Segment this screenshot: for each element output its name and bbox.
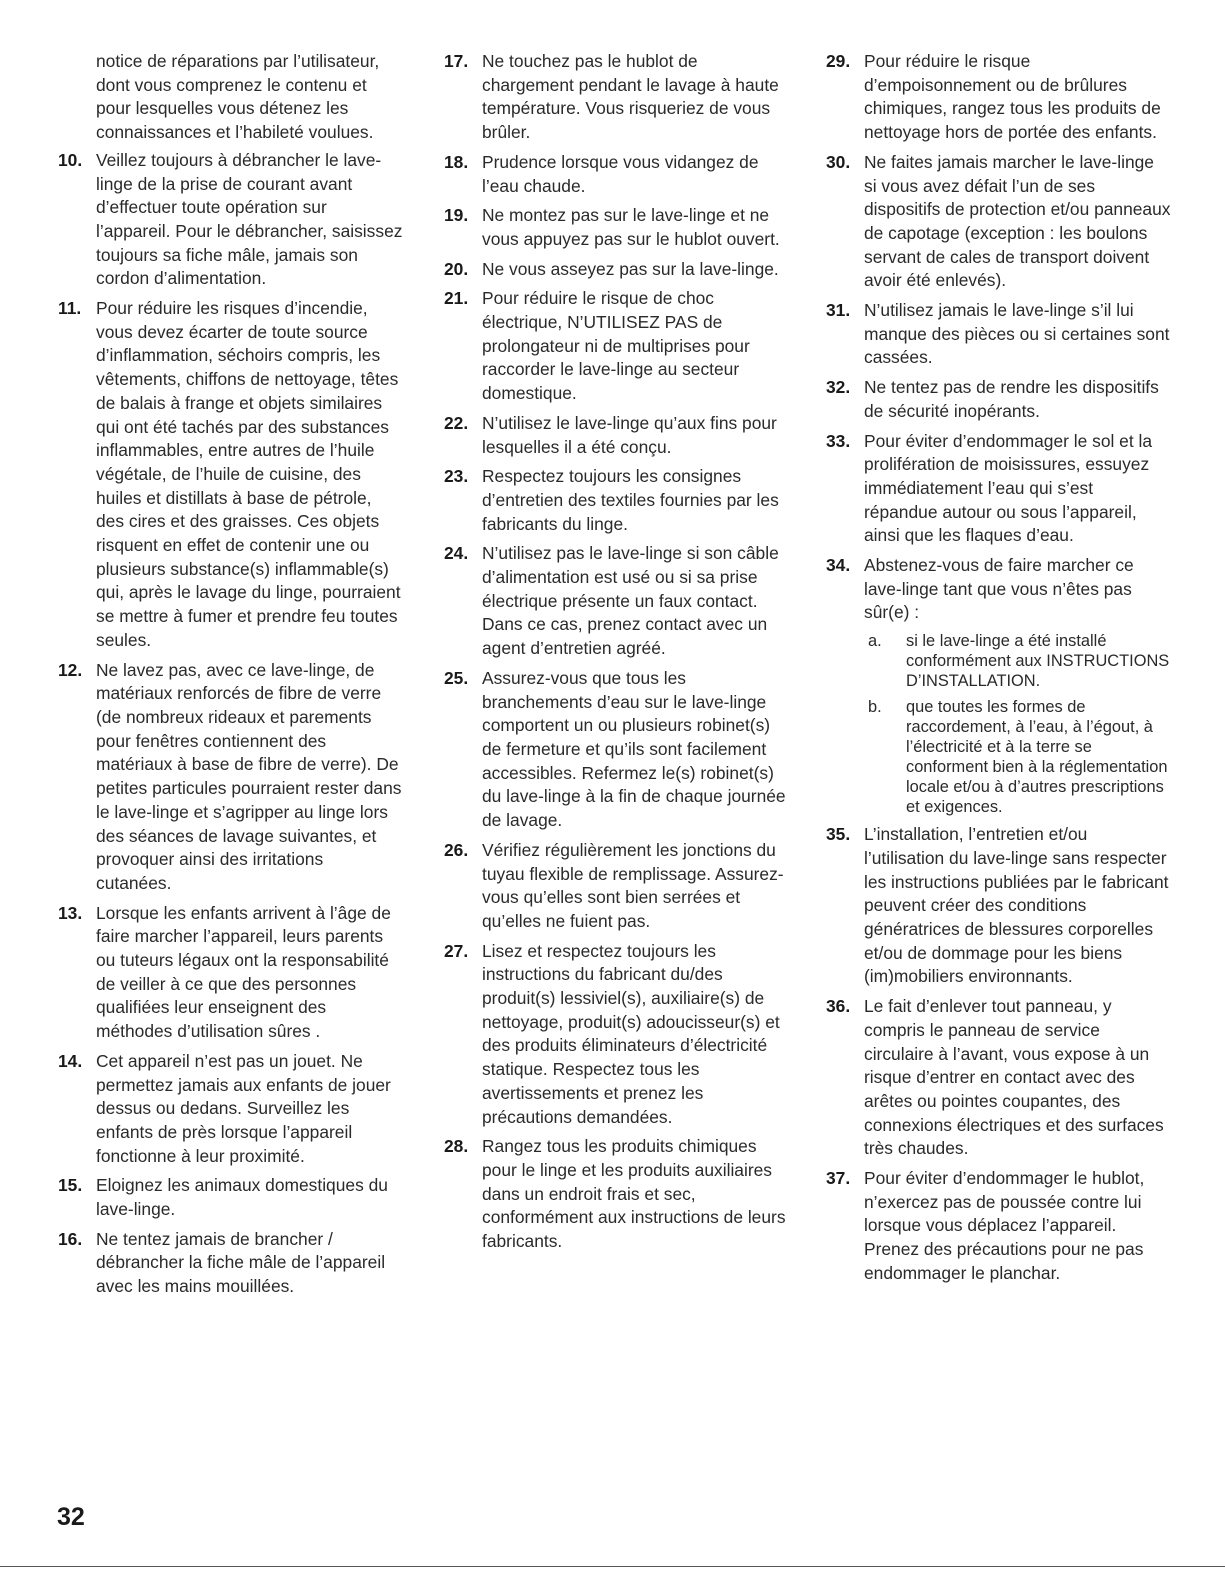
item-number: 14. [58,1050,83,1071]
item-number: 33. [826,430,851,451]
list-item [826,430,1171,549]
item-number: 22. [444,412,469,433]
item-text: Pour réduire le risque d’empoisonnement ou de brûlures chimiques, rangez tous les produits de nettoyage hors de portée des enfants. [864,51,1161,143]
item-text: Ne vous asseyez pas sur la lave-linge. [482,258,779,279]
list-item [444,940,789,1130]
list-item [444,412,789,459]
list-item [444,839,789,934]
list-item [826,299,1171,370]
item-number: 20. [444,258,469,279]
sub-item [864,697,1171,817]
column-2 [444,50,789,1260]
list-item [444,151,789,198]
continuation-text: notice de réparations par l’utilisateur, dont vous comprenez le contenu et pour lesquelles vous détenez les connaissances et l’habileté voulues. [96,51,380,143]
item-text: Respectez toujours les consignes d’entretien des textiles fournies par les fabricants du linge. [482,466,779,534]
list-item [444,204,789,251]
list-item [58,297,403,653]
item-number: 24. [444,543,469,564]
page-number: 32 [57,1503,85,1531]
list-item [444,465,789,536]
item-text: Abstenez-vous de faire marcher ce lave-linge tant que vous n’êtes pas sûr(e) : [864,555,1134,623]
column-3 [826,50,1171,1292]
item-number: 37. [826,1168,851,1189]
item-text: N’utilisez le lave-linge qu’aux fins pour lesquelles il a été conçu. [482,412,777,457]
item-text: Prudence lorsque vous vidangez de l’eau chaude. [482,151,759,196]
item-text: Ne lavez pas, avec ce lave-linge, de matériaux renforcés de fibre de verre (de nombreux rideaux et parements pour fenêtres contiennent des matériaux à base de fibre de verre). De petites particules pourraient rester dans le lave-linge et s’agripper au linge lors des séances de lavage suivantes, et provoquer ainsi des irritations cutanées. [96,659,402,893]
item-text: N’utilisez jamais le lave-linge s’il lui manque des pièces ou si certaines sont cassées. [864,300,1170,368]
item-number: 31. [826,300,851,321]
item-number: 21. [444,288,469,309]
item-text: N’utilisez pas le lave-linge si son câble d’alimentation est usé ou si sa prise électrique présente un faux contact. Dans ce cas, prenez contact avec un agent d’entretien agréé. [482,543,779,659]
list-item [826,995,1171,1161]
list-item [58,659,403,896]
list-item [826,50,1171,145]
item-number: 15. [58,1175,83,1196]
item-text: Ne tentez jamais de brancher / débrancher la fiche mâle de l’appareil avec les mains mouillées. [96,1228,386,1297]
item-text: Rangez tous les produits chimiques pour le linge et les produits auxiliaires dans un endroit frais et sec, conformément aux instructions de leurs fabricants. [482,1136,786,1252]
list-item [444,542,789,661]
sub-item [864,631,1171,691]
item-text: Le fait d’enlever tout panneau, y compris le panneau de service circulaire à l’avant, vous expose à un risque d’entrer en contact avec des arêtes ou pointes coupantes, des connexions électriques et des surfaces très chaudes. [864,996,1164,1159]
item-number: 30. [826,151,851,172]
list-item [444,258,789,282]
bottom-divider [0,1566,1225,1567]
item-text: Lorsque les enfants arrivent à l’âge de faire marcher l’appareil, leurs parents ou tuteurs légaux ont la responsabilité de veiller à ce que des personnes qualifiées leur enseignent des méthodes d’utilisation sûres . [96,902,391,1042]
list-item [444,1135,789,1254]
item-number: 25. [444,667,469,688]
list-item [58,902,403,1044]
list-item [58,1174,403,1221]
item-number: 32. [826,377,851,398]
item-text: Ne tentez pas de rendre les dispositifs de sécurité inopérants. [864,377,1159,421]
list-item [58,1228,403,1299]
item-number: 18. [444,151,469,172]
sub-item-letter: b. [868,698,882,717]
column-1 [58,50,403,1305]
item-number: 28. [444,1136,469,1157]
item-number: 13. [58,902,83,923]
item-text: Eloignez les animaux domestiques du lave-linge. [96,1175,388,1220]
item-number: 23. [444,466,469,487]
item-number: 10. [58,149,83,170]
list-item [444,50,789,145]
item-text: L’installation, l’entretien et/ou l’utilisation du lave-linge sans respecter les instructions publiées par le fabricant peuvent créer des conditions génératrices de blessures corporelles et/ou de dommage pour les biens (im)mobiliers environnants. [864,824,1169,987]
item-text: Veillez toujours à débrancher le lave-linge de la prise de courant avant d’effectuer toute opération sur l’appareil. Pour le débrancher, saisissez toujours sa fiche mâle, jamais son cordon d’alimentation. [96,149,403,289]
list-item [58,1050,403,1169]
item-text: Ne montez pas sur le lave-linge et ne vous appuyez pas sur le hublot ouvert. [482,205,780,249]
item-number: 36. [826,996,851,1017]
item-number: 11. [58,298,82,319]
item-text: Cet appareil n’est pas un jouet. Ne permettez jamais aux enfants de jouer dessus ou dedans. Surveillez les enfants de près lorsque l’appareil fonctionne à leur proximité. [96,1050,391,1166]
item-text: Lisez et respectez toujours les instructions du fabricant du/des produit(s) lessiviel(s), auxiliaire(s) de nettoyage, produit(s) adoucisseur(s) et des produits éliminateurs d’électricité statique. Respectez tous les avertissements et prenez les précautions demandées. [482,940,780,1127]
item-text: Ne faites jamais marcher le lave-linge si vous avez défait l’un de ses dispositifs de protection et/ou panneaux de capotage (exception : les boulons servant de cales de transport doivent avoir été enlevés). [864,151,1171,291]
item-number: 29. [826,51,851,71]
list-item [826,554,1171,817]
item-number: 19. [444,205,469,226]
item-number: 26. [444,839,469,860]
list-item [58,149,403,291]
item-text: Pour réduire les risques d’incendie, vous devez écarter de toute source d’inflammation, séchoirs compris, les vêtements, chiffons de nettoyage, têtes de balais à frange et objets similaires qui ont été tachés par des substances inflammables, entre autres de l’huile végétale, de l’huile de cuisine, des huiles et distillats à base de pétrole, des cires et des graisses. Ces objets risquent en effet de contenir une ou plusieurs substance(s) inflammable(s) qui, après le lavage du linge, pourraient se mettre à fumer et prendre feu toutes seules. [96,298,401,650]
list-item [444,287,789,406]
item-number: 27. [444,940,469,961]
item-text: Pour éviter d’endommager le hublot, n’exercez pas de poussée contre lui lorsque vous déplacez l’appareil. Prenez des précautions pour ne pas endommager le planchar. [864,1168,1145,1283]
sub-item-text: si le lave-linge a été installé conformément aux INSTRUCTIONS D’INSTALLATION. [906,632,1170,691]
item-number: 16. [58,1228,83,1249]
item-text: Assurez-vous que tous les branchements d’eau sur le lave-linge comportent un ou plusieurs robinet(s) de fermeture et qu’ils sont facilement accessibles. Refermez le(s) robinet(s) du lave-linge à la fin de chaque journée de lavage. [482,667,786,831]
item-text: Pour réduire le risque de choc électrique, N’UTILISEZ PAS de prolongateur ni de multiprises pour raccorder le lave-linge au secteur domestique. [482,288,750,404]
item-number: 34. [826,555,851,576]
item-text: Ne touchez pas le hublot de chargement pendant le lavage à haute température. Vous risqueriez de vous brûler. [482,51,779,143]
item-number: 17. [444,51,469,71]
list-item [826,823,1171,989]
item-number: 35. [826,824,851,845]
list-item [826,376,1171,423]
item-number: 12. [58,659,83,680]
sub-item-text: que toutes les formes de raccordement, à l’eau, à l’égout, à l’électricité et à la terre se conforment bien à la réglementation locale et/ou à d’autres prescriptions et exigences. [906,698,1168,817]
list-item [826,1167,1171,1286]
sub-item-letter: a. [868,632,882,651]
item-text: Pour éviter d’endommager le sol et la prolifération de moisissures, essuyez immédiatement l’eau qui s’est répandue autour ou sous l’appareil, ainsi que les flaques d’eau. [864,430,1153,546]
list-item [826,151,1171,293]
list-item [444,667,789,833]
item-text: Vérifiez régulièrement les jonctions du tuyau flexible de remplissage. Assurez-vous qu’elles sont bien serrées et qu’elles ne fuient pas. [482,839,784,931]
